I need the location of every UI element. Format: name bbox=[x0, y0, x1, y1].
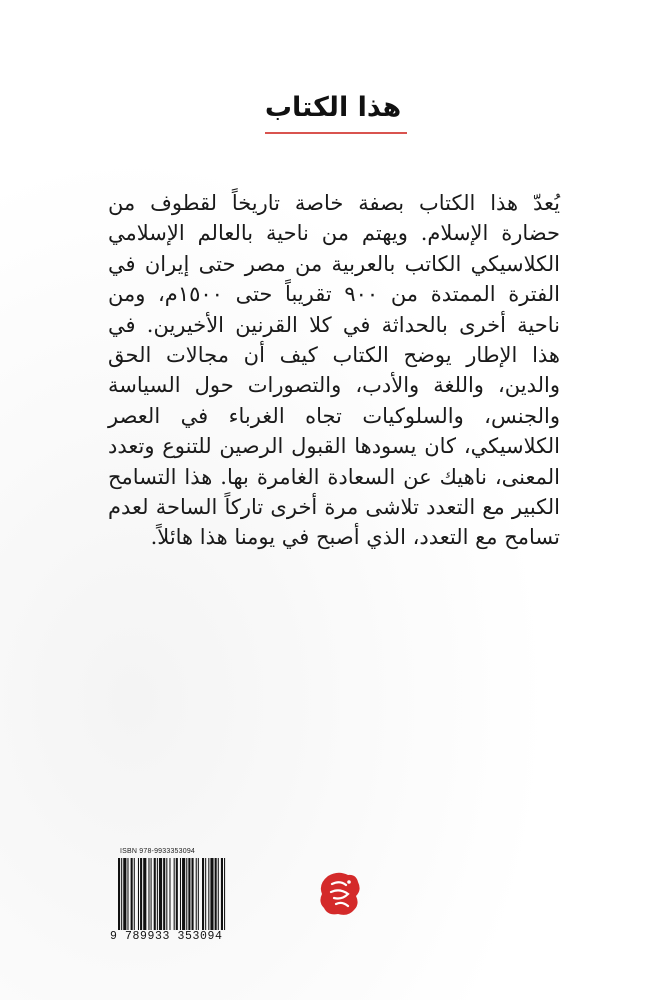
isbn-digits: 9 789933 353094 bbox=[110, 930, 223, 943]
title-underline bbox=[265, 132, 407, 134]
barcode-bars bbox=[118, 858, 250, 930]
page-title: هذا الكتاب bbox=[264, 92, 402, 123]
isbn-label: ISBN 978-9933353094 bbox=[120, 848, 196, 855]
publisher-logo-icon bbox=[318, 870, 362, 918]
isbn-barcode bbox=[110, 848, 256, 953]
book-description: يُعدّ هذا الكتاب بصفة خاصة تاريخاً لقطوف من حضارة الإسلام. ويهتم من ناحية بالعالم الإسلامي الكلاسيكي الكاتب بالعربية من مصر حتى إيران في الفترة الممتدة من ٩٠٠ تقريباً حتى ١٥٠٠م، ومن ناحية أخرى بالحداثة في كلا القرنين الأخيرين. في هذا الإطار يوضح الكتاب كيف أن مجالات الحق والدين، واللغة والأدب، والتصورات حول السياسة والجنس، والسلوكيات تجاه الغرباء في العصر الكلاسيكي، كان يسودها القبول الرصين للتنوع وتعدد المعنى، ناهيك عن السعادة الغامرة بها. هذا التسامح الكبير مع التعدد تلاشى مرة أخرى تاركاً الساحة لعدم تسامح مع التعدد، الذي أصبح في يومنا هذا هائلاً. bbox=[108, 191, 560, 550]
